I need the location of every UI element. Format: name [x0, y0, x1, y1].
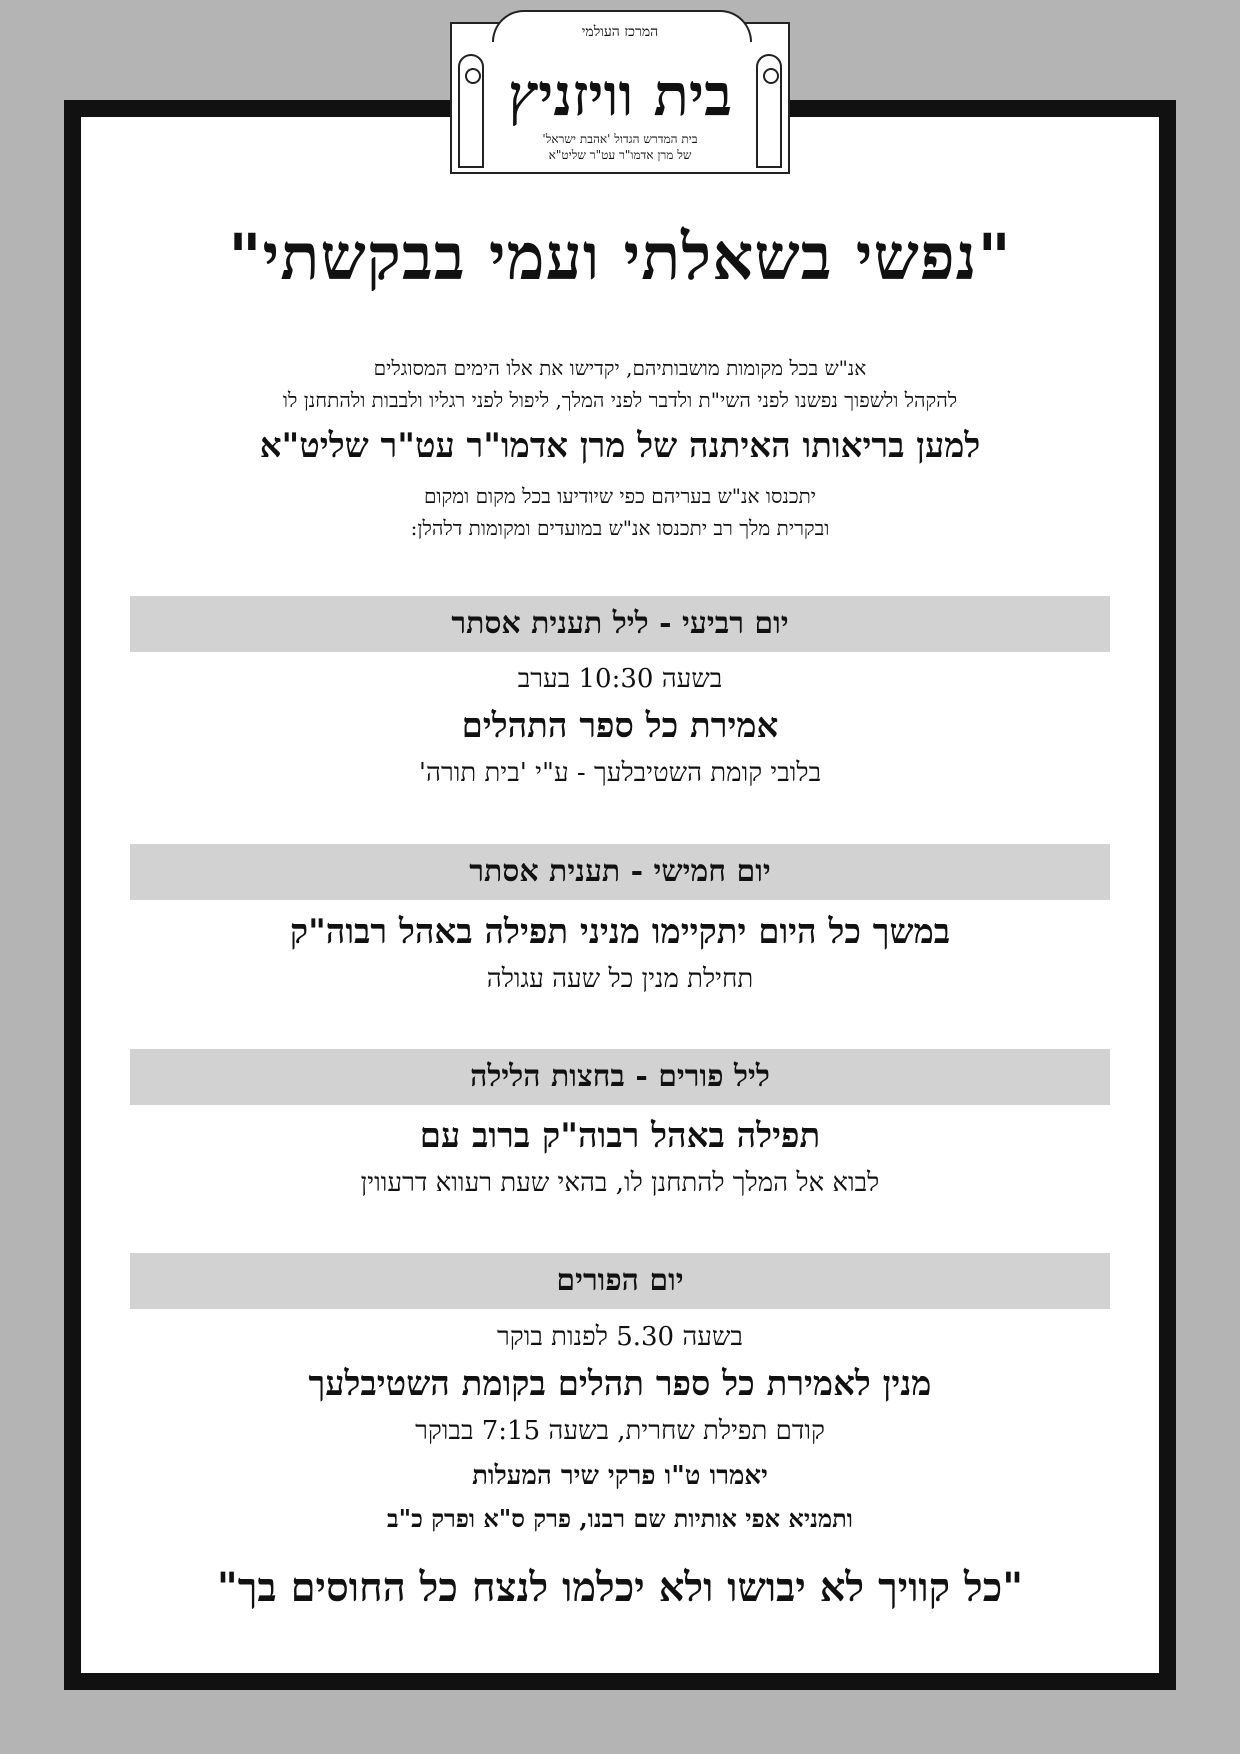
main-title: "נפשי בשאלתי ועמי בבקשתי"	[228, 220, 1012, 295]
intro-line3: למען בריאותו האיתנה של מרן אדמו"ר עט"ר שליט"א	[259, 426, 981, 466]
section-thu-line1: במשך כל היום יתקיימו מניני תפילה באהל רבוה"ק	[289, 912, 951, 952]
section-night-line1: תפילה באהל רבוה"ק ברוב עם	[419, 1116, 821, 1156]
section-night-line2: לבוא אל המלך להתחנן לו, בהאי שעת רעווא דרעווין	[360, 1168, 880, 1198]
section-thu-line2: תחילת מנין כל שעה עגולה	[486, 964, 754, 994]
logo-line2: של מרן אדמו"ר עט"ר שליט"א	[548, 148, 692, 162]
section-day-line3: קודם תפילת שחרית, בשעה 7:15 בבוקר	[415, 1416, 825, 1446]
section-wed-line2: אמירת כל ספר התהלים	[461, 706, 779, 746]
section-day-line4: יאמרו ט"ו פרקי שיר המעלות	[472, 1461, 768, 1491]
section-header-thursday: יום חמישי - תענית אסתר	[130, 844, 1110, 900]
section-wed-line1: בשעה 10:30 בערב	[517, 664, 723, 694]
section-day-line5: ותמניא אפי אותיות שם רבנו, פרק ס"א ופרק כ"ב	[387, 1504, 853, 1533]
section-header-purim-night: ליל פורים - בחצות הלילה	[130, 1049, 1110, 1105]
logo-top-line: המרכז העולמי	[581, 24, 659, 40]
logo-name: בית וויזניץ	[507, 61, 733, 129]
section-header-wednesday: יום רביעי - ליל תענית אסתר	[130, 596, 1110, 652]
section-wed-line3: בלובי קומת השטיבלעך - ע"י 'בית תורה'	[418, 758, 822, 788]
footer-quote: "כל קוויך לא יבושו ולא יכלמו לנצח כל החוסים בך"	[216, 1564, 1024, 1611]
intro-line4: יתכנסו אנ"ש בעריהם כפי שיודיעו בכל מקום ומקום	[423, 484, 817, 508]
intro-line2: להקהל ולשפוך נפשנו לפני השי"ת ולדבר לפני המלך, ליפול לפני רגליו ולבבות ולהתחנן לו	[282, 388, 958, 412]
logo	[450, 22, 790, 174]
logo-line1: בית המדרש הגדול 'אהבת ישראל'	[542, 132, 698, 146]
intro-line1: אנ"ש בכל מקומות מושבותיהם, יקדישו את אלו הימים המסוגלים	[373, 356, 867, 380]
section-header-purim-day: יום הפורים	[130, 1253, 1110, 1309]
section-day-line1: בשעה 5.30 לפנות בוקר	[497, 1322, 743, 1352]
intro-line5: ובקרית מלך רב יתכנסו אנ"ש במועדים ומקומות דלהלן:	[410, 516, 830, 540]
section-day-line2: מנין לאמירת כל ספר תהלים בקומת השטיבלעך	[308, 1364, 932, 1404]
